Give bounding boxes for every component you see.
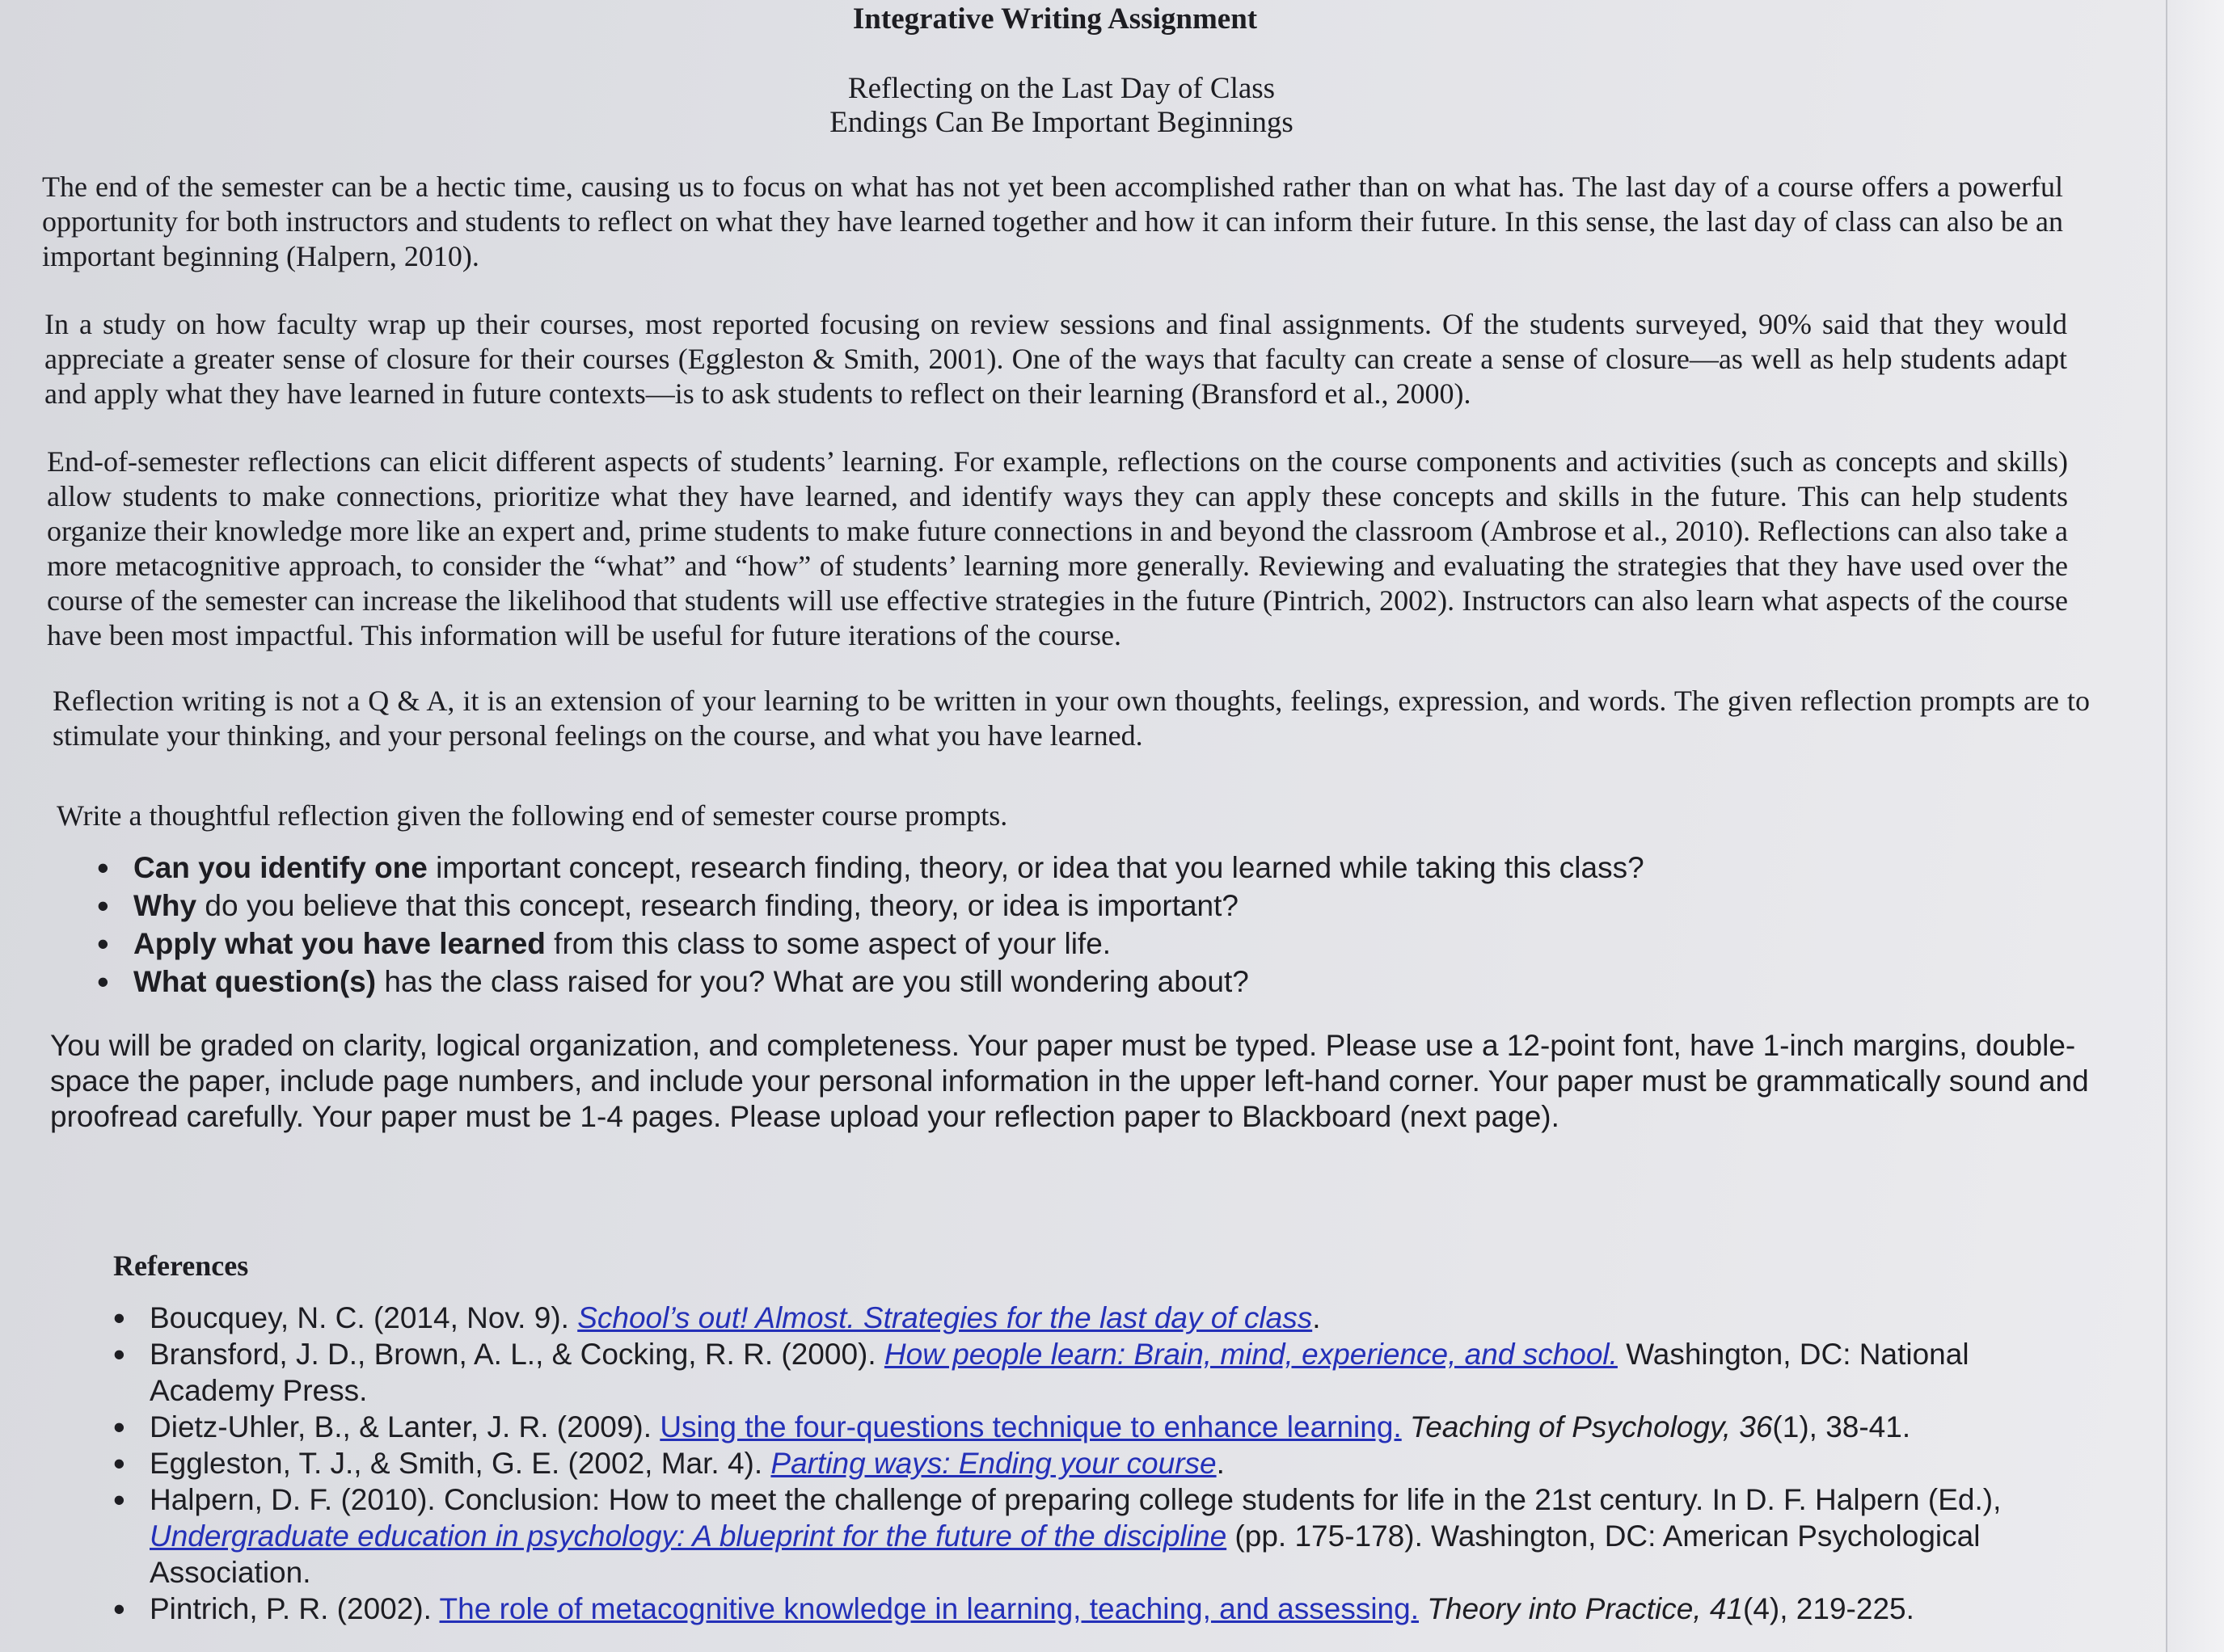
document-title: Integrative Writing Assignment: [852, 2, 1258, 36]
reference-item: • Eggleston, T. J., & Smith, G. E. (2002, Mar. 4). Parting ways: Ending your course.: [113, 1445, 2037, 1481]
prompt-item: • What question(s) has the class raised for you? What are you still wondering about?: [97, 963, 1956, 1001]
reference-link[interactable]: School’s out! Almost. Strategies for the last day of class: [577, 1301, 1313, 1334]
prompt-item: • Why do you believe that this concept, research finding, theory, or idea is important?: [97, 887, 1956, 925]
references-list: [113, 1300, 2037, 1627]
study-paragraph: In a study on how faculty wrap up their courses, most reported focusing on review sessions and final assignments. Of the students surveyed, 90% said that they would appreciate a greater sense of closure for their courses (Eggleston & Smith, 2001). One of the ways that faculty can create a sense of closure—as well as help students adapt and apply what they have learned in future contexts—is to ask students to reflect on their learning (Bransford et al., 2000).: [44, 308, 2067, 410]
subtitle-line-1: Reflecting on the Last Day of Class: [847, 72, 1276, 105]
subtitle-line-2: Endings Can Be Important Beginnings: [829, 106, 1293, 139]
prompt-item: • Apply what you have learned from this class to some aspect of your life.: [97, 925, 1956, 963]
instructions-paragraph: Write a thoughtful reflection given the following end of semester course prompts.: [57, 799, 1008, 832]
reference-link[interactable]: Undergraduate education in psychology: A blueprint for the future of the discipline: [150, 1519, 1227, 1553]
reference-link[interactable]: The role of metacognitive knowledge in learning, teaching, and assessing.: [439, 1592, 1419, 1625]
reflections-paragraph: End-of-semester reflections can elicit different aspects of students’ learning. For example, reflections on the course components and activities (such as concepts and skills) allow students to make connections, prioritize what they have learned, and identify ways they can apply these concepts and skills in the future. This can help students organize their knowledge more like an expert and, prime students to make future connections in and beyond the classroom (Ambrose et al., 2010). Reflections can also take a more metacognitive approach, to consider the “what” and “how” of students’ learning more generally. Reviewing and evaluating the strategies that they have used over the course of the semester can increase the likelihood that students will use effective strategies in the future (Pintrich, 2002). Instructors can also learn what aspects of the course have been most impactful. This information will be useful for future iterations of the course.: [47, 445, 2068, 651]
reference-item: • Boucquey, N. C. (2014, Nov. 9). School’s out! Almost. Strategies for the last day of class.: [113, 1300, 2037, 1336]
reference-link[interactable]: How people learn: Brain, mind, experience, and school.: [884, 1338, 1618, 1371]
reference-item: • Dietz-Uhler, B., & Lanter, J. R. (2009). Using the four-questions technique to enhance learning. Teaching of Psychology, 36(1), 38-41.: [113, 1409, 2037, 1445]
intro-paragraph: The end of the semester can be a hectic time, causing us to focus on what has not yet been accomplished rather than on what has. The last day of a course offers a powerful opportunity for both instructors and students to reflect on what they have learned together and how it can inform their future. In this sense, the last day of class can also be an important beginning (Halpern, 2010).: [42, 171, 2063, 272]
reference-link[interactable]: Parting ways: Ending your course: [770, 1447, 1217, 1480]
grading-paragraph: You will be graded on clarity, logical organization, and completeness. Your paper must be typed. Please use a 12-point font, have 1-inch margins, double-space the paper, include page numbers, and include your personal information in the upper left-hand corner. Your paper must be grammatically sound and proofread carefully. Your paper must be 1-4 pages. Please upload your reflection paper to Blackboard (next page).: [50, 1029, 2089, 1133]
prompt-item: • Can you identify one important concept, research finding, theory, or idea that you learned while taking this class?: [97, 849, 1956, 887]
reference-item: • Halpern, D. F. (2010). Conclusion: How to meet the challenge of preparing college students for life in the 21st century. In D. F. Halpern (Ed.), Undergraduate education in psychology: A blueprint for the future of the discipline (pp. 175-178). Washington, DC: American Psychological Association.: [113, 1481, 2037, 1591]
reference-item: • Pintrich, P. R. (2002). The role of metacognitive knowledge in learning, teaching, and assessing. Theory into Practice, 41(4), 219-225.: [113, 1591, 2037, 1627]
reflection-prompts-list: [97, 849, 1956, 1001]
reflection-writing-paragraph: Reflection writing is not a Q & A, it is an extension of your learning to be written in your own thoughts, feelings, expression, and words. The given reflection prompts are to stimulate your thinking, and your personal feelings on the course, and what you have learned.: [53, 685, 2090, 752]
reference-item: • Bransford, J. D., Brown, A. L., & Cocking, R. R. (2000). How people learn: Brain, mind, experience, and school. Washington, DC: National Academy Press.: [113, 1336, 2037, 1409]
reference-link[interactable]: Using the four-questions technique to enhance learning.: [660, 1410, 1402, 1443]
references-heading: References: [113, 1250, 249, 1282]
page-edge: [2166, 0, 2224, 1652]
